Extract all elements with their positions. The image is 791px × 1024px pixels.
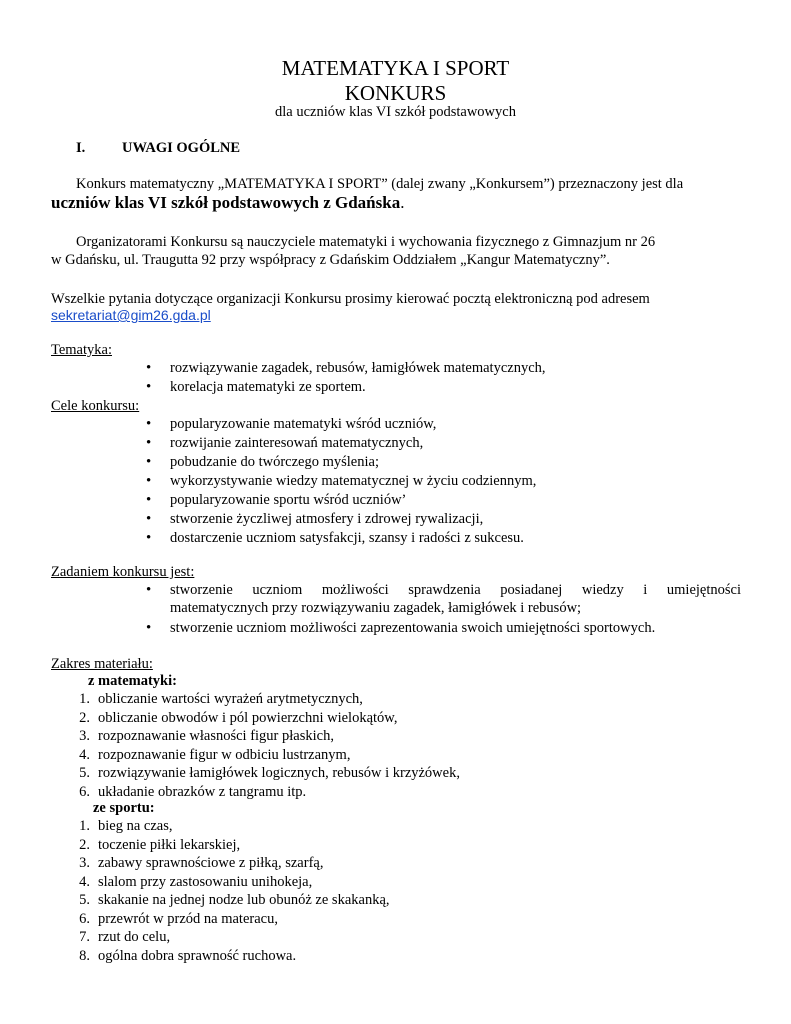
intro-target-audience: uczniów klas VI szkół podstawowych z Gdańska (51, 193, 401, 212)
item-text: obliczanie obwodów i pól powierzchni wielokątów, (98, 709, 398, 726)
item-text: rozwiązywanie łamigłówek logicznych, rebusów i krzyżówek, (98, 765, 460, 781)
list-item (74, 873, 390, 892)
item-text: przewrót w przód na materacu, (98, 910, 278, 927)
item-number: 5. (79, 765, 90, 781)
list-item (74, 764, 460, 783)
zadaniem-item-1 (146, 581, 741, 617)
zadaniem-item-1-line-1: stworzenie uczniom możliwości sprawdzenia posiadanej wiedzy i umiejętności (170, 582, 741, 598)
document-audience: dla uczniów klas VI szkół podstawowych (275, 104, 516, 120)
sport-heading: ze sportu: (93, 800, 155, 816)
section-number: I. (76, 140, 86, 156)
item-number: 4. (79, 873, 90, 890)
math-heading: z matematyki: (88, 673, 177, 689)
list-item: • stworzenie życzliwej atmosfery i zdrowej rywalizacji, (146, 510, 536, 529)
list-item: • popularyzowanie sportu wśród uczniów’ (146, 491, 536, 510)
list-item (74, 746, 460, 765)
item-number: 1. (79, 691, 90, 707)
sport-list (74, 817, 390, 965)
item-text: toczenie piłki lekarskiej, (98, 836, 241, 853)
list-item: • pobudzanie do twórczego myślenia; (146, 453, 536, 472)
item-text: obliczanie wartości wyrażeń arytmetycznych, (98, 691, 363, 707)
list-item (74, 854, 390, 873)
list-item (74, 910, 390, 929)
item-number: 3. (79, 728, 90, 744)
contact-line: Wszelkie pytania dotyczące organizacji Konkursu prosimy kierować pocztą elektroniczną pod adresem (51, 291, 650, 307)
bullet-icon: • (146, 620, 152, 636)
zadaniem-item-2-text: stworzenie uczniom możliwości zaprezentowania swoich umiejętności sportowych. (170, 620, 656, 636)
list-item: • popularyzowanie matematyki wśród uczniów, (146, 415, 536, 434)
section-heading: UWAGI OGÓLNE (122, 140, 241, 156)
list-item: • korelacja matematyki ze sportem. (146, 378, 546, 397)
zakres-label: Zakres materiału: (51, 656, 153, 672)
item-number: 8. (79, 947, 90, 964)
item-text: rozpoznawanie figur w odbiciu lustrzanym, (98, 746, 351, 763)
list-item: • wykorzystywanie wiedzy matematycznej w życiu codziennym, (146, 472, 536, 491)
list-item (74, 709, 460, 728)
list-item: • rozwijanie zainteresowań matematycznych, (146, 434, 536, 453)
list-item (74, 947, 390, 966)
organizers-line-1: Organizatorami Konkursu są nauczyciele matematyki i wychowania fizycznego z Gimnazjum nr 26 (76, 234, 656, 250)
list-item (74, 727, 460, 746)
tematyka-list (146, 359, 546, 397)
item-number: 3. (79, 855, 90, 871)
item-number: 7. (79, 929, 90, 945)
zadaniem-item-1-line-2: matematycznych przy rozwiązywaniu zagadek, łamigłówek i rebusów; (170, 600, 582, 616)
zadaniem-item-2 (146, 619, 655, 637)
list-item (74, 836, 390, 855)
organizers-line-2: w Gdańsku, ul. Traugutta 92 przy współpracy z Gdańskim Oddziałem „Kangur Matematyczny”. (51, 252, 610, 268)
item-text: zabawy sprawnościowe z piłką, szarfą, (98, 855, 324, 871)
bullet-icon: • (146, 582, 152, 598)
item-text: ogólna dobra sprawność ruchowa. (98, 947, 297, 964)
item-text: rozpoznawanie własności figur płaskich, (98, 728, 334, 744)
item-number: 1. (79, 818, 90, 834)
list-item: • dostarczenie uczniom satysfakcji, szansy i radości z sukcesu. (146, 529, 536, 548)
intro-line-1: Konkurs matematyczny „MATEMATYKA I SPORT” (dalej zwany „Konkursem”) przeznaczony jest dla (76, 176, 684, 192)
item-number: 5. (79, 892, 90, 908)
intro-line-2 (51, 194, 404, 213)
item-text: układanie obrazków z tangramu itp. (98, 783, 307, 800)
zadaniem-label: Zadaniem konkursu jest: (51, 564, 195, 580)
list-item (74, 891, 390, 910)
cele-list (146, 415, 536, 548)
list-item (74, 690, 460, 709)
list-item (74, 928, 390, 947)
item-text: slalom przy zastosowaniu unihokeja, (98, 873, 313, 890)
item-number: 2. (79, 709, 90, 726)
document-subtitle-konkurs: KONKURS (344, 81, 447, 105)
contact-email-link[interactable]: sekretariat@gim26.gda.pl (51, 307, 211, 323)
document-title: MATEMATYKA I SPORT (281, 56, 510, 80)
item-number: 4. (79, 746, 90, 763)
item-number: 6. (79, 783, 90, 800)
list-item (74, 817, 390, 836)
item-text: rzut do celu, (98, 929, 171, 945)
math-list (74, 690, 460, 801)
list-item: • rozwiązywanie zagadek, rebusów, łamigłówek matematycznych, (146, 359, 546, 378)
item-number: 6. (79, 910, 90, 927)
item-text: bieg na czas, (98, 818, 173, 834)
cele-label: Cele konkursu: (51, 398, 140, 414)
item-number: 2. (79, 836, 90, 853)
item-text: skakanie na jednej nodze lub obunóż ze skakanką, (98, 892, 390, 908)
intro-period: . (400, 193, 405, 212)
tematyka-label: Tematyka: (51, 342, 112, 358)
